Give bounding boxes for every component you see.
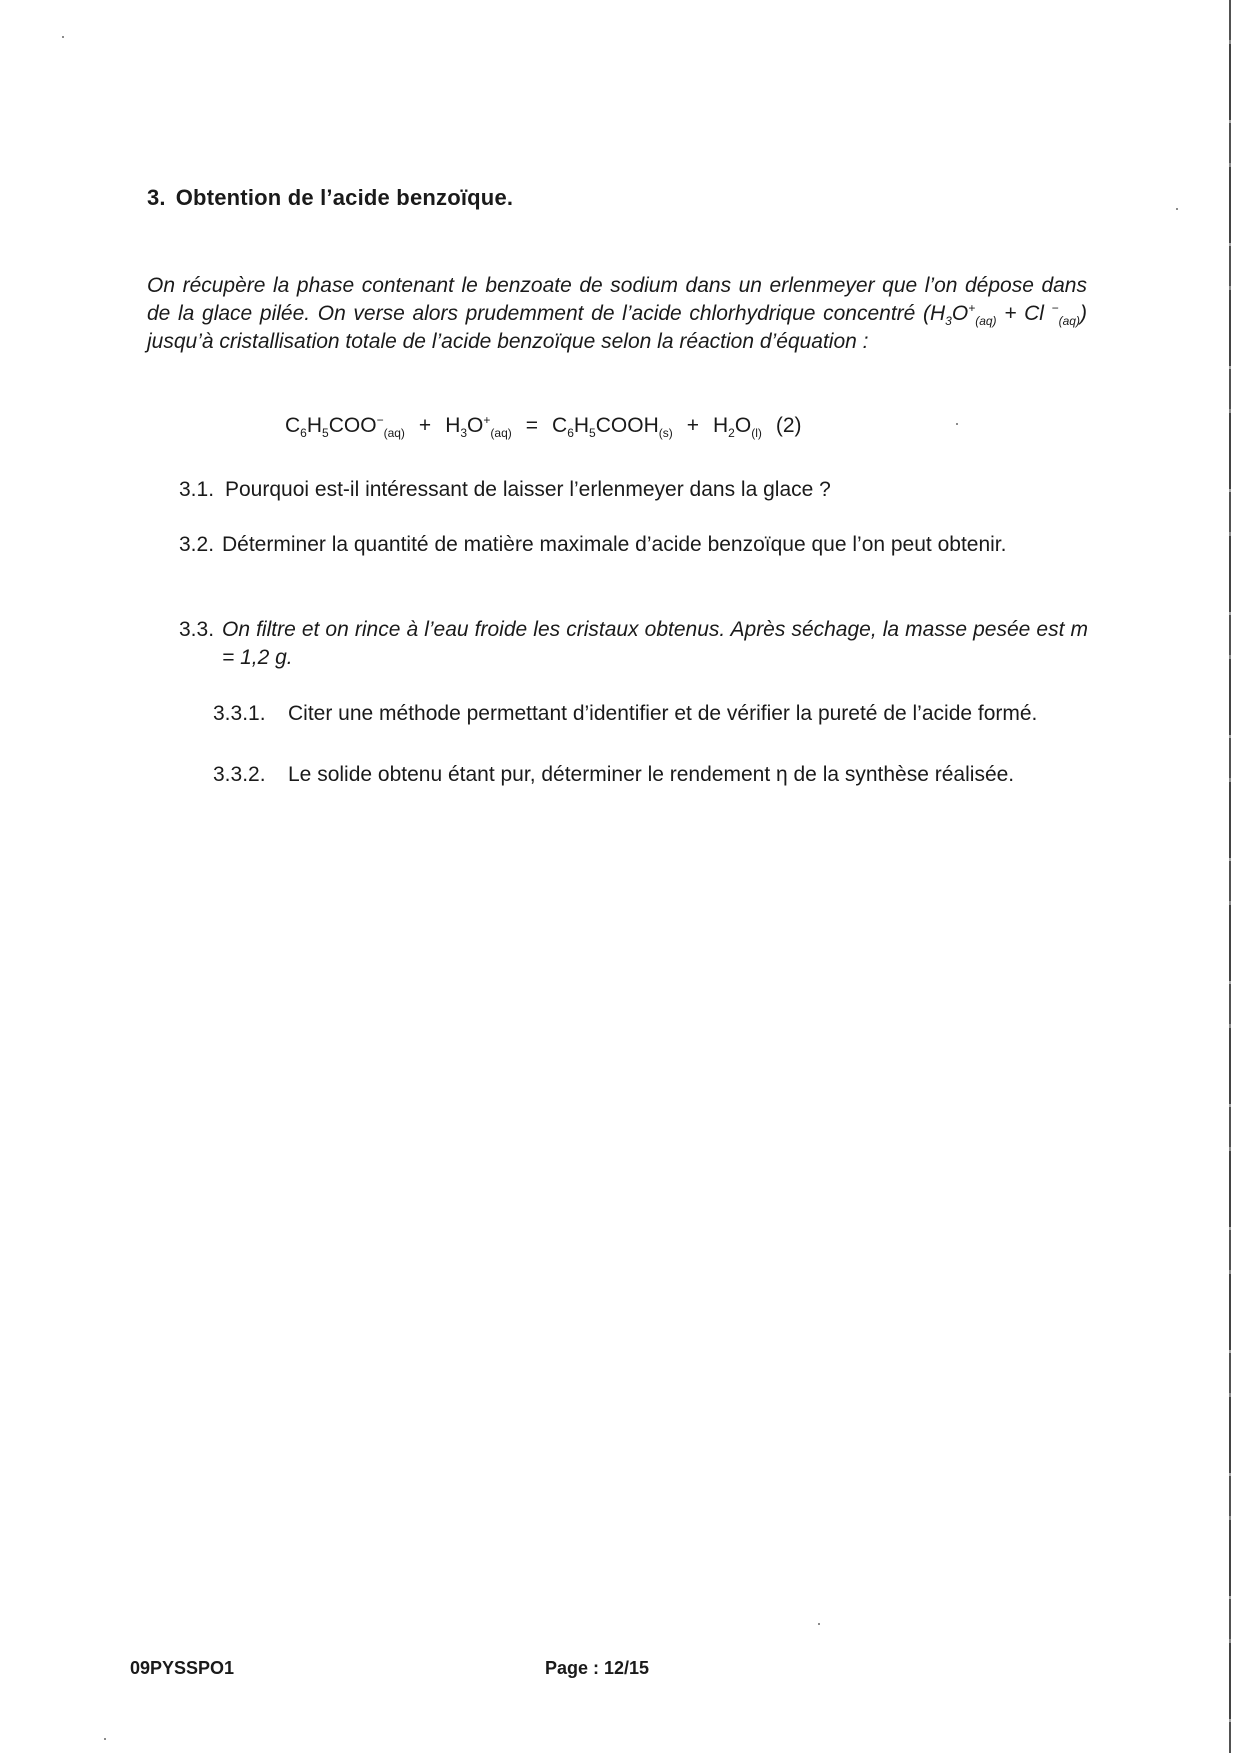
eq-text: COOH (595, 414, 659, 437)
eq-text: H (445, 414, 461, 437)
eq-state: (s) (658, 426, 673, 441)
section-number: 3. (147, 185, 166, 210)
eq-superscript: − (376, 413, 384, 427)
eq-text: COO (328, 414, 377, 437)
question-number: 3.1. (179, 478, 215, 501)
eq-subscript: 2 (728, 426, 735, 441)
intro-text-cl: + Cl (996, 302, 1052, 325)
scan-edge-line (1229, 0, 1231, 1753)
eq-subscript: 5 (589, 426, 596, 441)
eq-subscript: 6 (567, 426, 574, 441)
eq-state: (l) (751, 426, 762, 441)
intro-text-part2: ) jusqu’à cristallisation totale de l’acide benzoïque selon la réaction d’équation : (147, 302, 1087, 353)
question-number: 3.3.1. (213, 702, 266, 725)
scan-speck (62, 36, 64, 38)
question-text: Le solide obtenu étant pur, déterminer le rendement η de la synthèse réalisée. (288, 763, 1015, 786)
scan-speck (1176, 208, 1178, 210)
intro-text-o: O (951, 302, 969, 325)
eq-subscript: 5 (322, 426, 329, 441)
question-3-3-1 (213, 700, 1089, 760)
scan-speck (818, 1623, 820, 1625)
question-3-2 (179, 531, 1089, 591)
eq-superscript: + (483, 413, 491, 427)
footer-page-number: Page : 12/15 (545, 1658, 650, 1678)
eq-subscript: 6 (300, 426, 307, 441)
question-3-3 (179, 616, 1089, 676)
eq-text: H (306, 414, 323, 437)
question-number: 3.3.2. (213, 763, 266, 786)
eq-operator: + (418, 414, 432, 437)
eq-subscript: 3 (460, 426, 468, 441)
intro-superscript: + (968, 301, 976, 315)
intro-state-subscript: (aq) (1058, 314, 1080, 329)
reaction-equation (285, 413, 802, 441)
question-text: On filtre et on rince à l’eau froide les cristaux obtenus. Après séchage, la masse pesée est m = 1,2 g. (222, 618, 1088, 669)
section-title: Obtention de l’acide benzoïque. (175, 185, 514, 210)
eq-text: O (734, 414, 752, 437)
eq-text: O (467, 414, 484, 437)
intro-subscript: 3 (945, 314, 952, 329)
scan-speck (956, 423, 958, 425)
equation-number: (2) (775, 414, 802, 437)
eq-state: (aq) (490, 426, 512, 441)
eq-operator: + (686, 414, 699, 437)
question-number: 3.3. (179, 618, 215, 641)
question-3-1 (179, 476, 1079, 506)
section-heading (147, 185, 513, 211)
footer-document-code: 09PYSSPO1 (130, 1658, 235, 1678)
question-text: Déterminer la quantité de matière maximale d’acide benzoïque que l’on peut obtenir. (222, 533, 1007, 556)
question-text: Pourquoi est-il intéressant de laisser l’erlenmeyer dans la glace ? (225, 478, 831, 501)
eq-text: C (552, 414, 568, 437)
intro-superscript: − (1051, 301, 1059, 315)
eq-operator: = (525, 414, 539, 437)
eq-text: H (573, 414, 590, 437)
question-number: 3.2. (179, 533, 215, 556)
eq-text: C (285, 414, 301, 437)
intro-text-part1: On récupère la phase contenant le benzoate de sodium dans un erlenmeyer que l’on dépose dans de la glace pilée. On verse alors prudemment de l’acide chlorhydrique concentré (H (147, 274, 1087, 325)
eq-text: H (713, 414, 729, 437)
question-text: Citer une méthode permettant d’identifier et de vérifier la pureté de l’acide formé. (288, 702, 1038, 725)
eq-state: (aq) (383, 426, 405, 441)
scan-speck (104, 1738, 106, 1740)
question-3-3-2 (213, 761, 1089, 821)
intro-paragraph (147, 272, 1087, 356)
intro-state-subscript: (aq) (975, 314, 997, 329)
